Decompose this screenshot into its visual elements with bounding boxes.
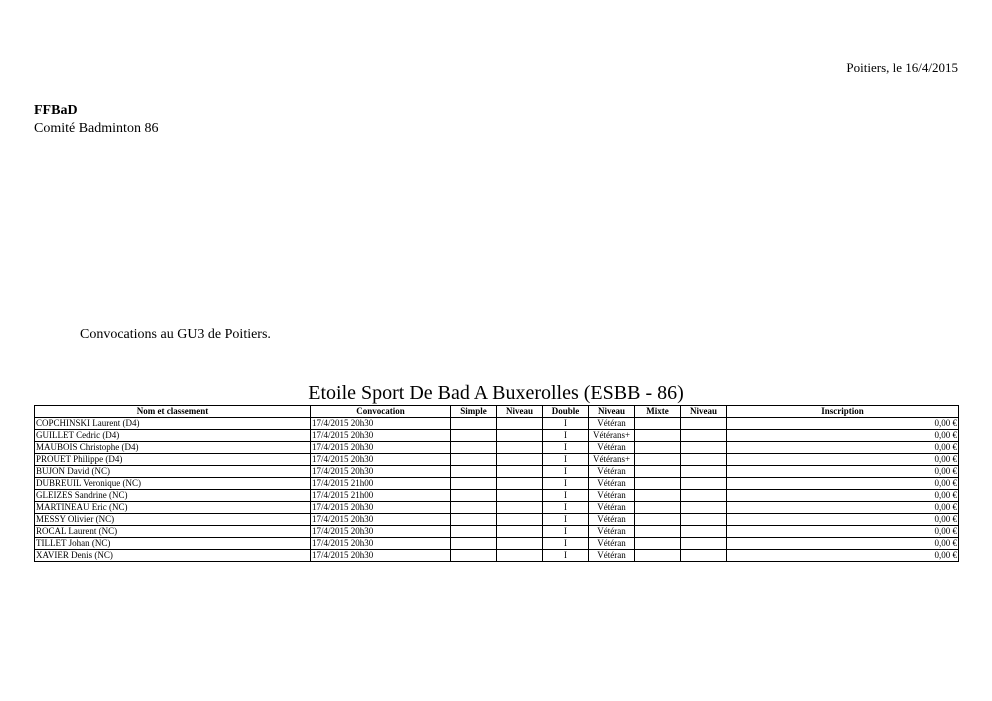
cell-simple	[451, 430, 497, 442]
cell-name: COPCHINSKI Laurent (D4)	[35, 418, 311, 430]
cell-inscription: 0,00 €	[727, 466, 959, 478]
cell-mixte-niveau	[681, 478, 727, 490]
cell-double-niveau: Vétéran	[589, 466, 635, 478]
cell-mixte	[635, 502, 681, 514]
header-mixte-niveau: Niveau	[681, 406, 727, 418]
cell-inscription: 0,00 €	[727, 430, 959, 442]
cell-simple-niveau	[497, 430, 543, 442]
cell-name: ROCAL Laurent (NC)	[35, 526, 311, 538]
cell-mixte	[635, 418, 681, 430]
cell-double: I	[543, 418, 589, 430]
table-row	[35, 526, 959, 538]
cell-mixte	[635, 478, 681, 490]
cell-simple-niveau	[497, 526, 543, 538]
cell-double: I	[543, 442, 589, 454]
header-simple-niveau: Niveau	[497, 406, 543, 418]
table-row	[35, 502, 959, 514]
convocation-table	[34, 405, 959, 562]
cell-double: I	[543, 550, 589, 562]
cell-mixte-niveau	[681, 526, 727, 538]
table-row	[35, 442, 959, 454]
header-convocation: Convocation	[311, 406, 451, 418]
cell-inscription: 0,00 €	[727, 550, 959, 562]
cell-name: DUBREUIL Veronique (NC)	[35, 478, 311, 490]
cell-simple	[451, 442, 497, 454]
cell-simple-niveau	[497, 478, 543, 490]
table-row	[35, 466, 959, 478]
cell-convocation: 17/4/2015 20h30	[311, 466, 451, 478]
cell-name: BUJON David (NC)	[35, 466, 311, 478]
cell-inscription: 0,00 €	[727, 526, 959, 538]
cell-simple	[451, 526, 497, 538]
cell-double-niveau: Vétéran	[589, 502, 635, 514]
cell-mixte	[635, 454, 681, 466]
cell-mixte-niveau	[681, 430, 727, 442]
cell-mixte-niveau	[681, 454, 727, 466]
cell-double: I	[543, 490, 589, 502]
cell-inscription: 0,00 €	[727, 478, 959, 490]
cell-mixte	[635, 466, 681, 478]
cell-mixte-niveau	[681, 514, 727, 526]
cell-double-niveau: Vétéran	[589, 490, 635, 502]
cell-inscription: 0,00 €	[727, 454, 959, 466]
org-name: FFBaD	[34, 103, 78, 118]
cell-mixte	[635, 442, 681, 454]
cell-double-niveau: Vétéran	[589, 538, 635, 550]
cell-mixte	[635, 538, 681, 550]
cell-mixte	[635, 490, 681, 502]
cell-simple-niveau	[497, 454, 543, 466]
cell-convocation: 17/4/2015 20h30	[311, 550, 451, 562]
table-body	[35, 418, 959, 562]
cell-convocation: 17/4/2015 21h00	[311, 478, 451, 490]
cell-double: I	[543, 502, 589, 514]
organization-block	[34, 102, 158, 138]
cell-double-niveau: Vétéran	[589, 514, 635, 526]
cell-simple	[451, 454, 497, 466]
table-row	[35, 514, 959, 526]
cell-convocation: 17/4/2015 20h30	[311, 442, 451, 454]
cell-name: MESSY Olivier (NC)	[35, 514, 311, 526]
cell-double: I	[543, 454, 589, 466]
cell-inscription: 0,00 €	[727, 538, 959, 550]
header-mixte: Mixte	[635, 406, 681, 418]
date-line: Poitiers, le 16/4/2015	[846, 60, 958, 75]
cell-name: MARTINEAU Eric (NC)	[35, 502, 311, 514]
cell-double: I	[543, 526, 589, 538]
cell-double-niveau: Vétéran	[589, 550, 635, 562]
cell-simple-niveau	[497, 514, 543, 526]
cell-double-niveau: Vétéran	[589, 526, 635, 538]
cell-double-niveau: Vétérans+	[589, 454, 635, 466]
cell-mixte	[635, 550, 681, 562]
cell-simple-niveau	[497, 538, 543, 550]
cell-double: I	[543, 478, 589, 490]
header-double-niveau: Niveau	[589, 406, 635, 418]
cell-convocation: 17/4/2015 20h30	[311, 430, 451, 442]
cell-simple-niveau	[497, 550, 543, 562]
cell-double-niveau: Vétérans+	[589, 430, 635, 442]
cell-simple	[451, 550, 497, 562]
cell-convocation: 17/4/2015 20h30	[311, 502, 451, 514]
cell-double: I	[543, 466, 589, 478]
cell-convocation: 17/4/2015 20h30	[311, 514, 451, 526]
cell-mixte-niveau	[681, 538, 727, 550]
cell-simple-niveau	[497, 502, 543, 514]
subject-line: Convocations au GU3 de Poitiers.	[80, 327, 271, 342]
table-row	[35, 418, 959, 430]
cell-simple	[451, 418, 497, 430]
cell-simple	[451, 466, 497, 478]
table-row	[35, 550, 959, 562]
org-subtitle: Comité Badminton 86	[34, 121, 159, 136]
table-header-row	[35, 406, 959, 418]
cell-name: XAVIER Denis (NC)	[35, 550, 311, 562]
table-row	[35, 430, 959, 442]
cell-mixte-niveau	[681, 466, 727, 478]
table-row	[35, 490, 959, 502]
cell-double: I	[543, 538, 589, 550]
cell-double: I	[543, 430, 589, 442]
cell-simple-niveau	[497, 418, 543, 430]
cell-mixte	[635, 526, 681, 538]
cell-convocation: 17/4/2015 20h30	[311, 526, 451, 538]
cell-inscription: 0,00 €	[727, 514, 959, 526]
cell-mixte-niveau	[681, 550, 727, 562]
header-double: Double	[543, 406, 589, 418]
cell-convocation: 17/4/2015 21h00	[311, 490, 451, 502]
cell-name: MAUBOIS Christophe (D4)	[35, 442, 311, 454]
cell-simple	[451, 478, 497, 490]
cell-name: PROUET Philippe (D4)	[35, 454, 311, 466]
table-row	[35, 454, 959, 466]
cell-mixte	[635, 430, 681, 442]
cell-mixte-niveau	[681, 442, 727, 454]
cell-double: I	[543, 514, 589, 526]
cell-inscription: 0,00 €	[727, 418, 959, 430]
cell-simple-niveau	[497, 490, 543, 502]
cell-double-niveau: Vétéran	[589, 478, 635, 490]
cell-simple	[451, 514, 497, 526]
cell-mixte-niveau	[681, 502, 727, 514]
cell-name: GLEIZES Sandrine (NC)	[35, 490, 311, 502]
cell-inscription: 0,00 €	[727, 442, 959, 454]
cell-double-niveau: Vétéran	[589, 442, 635, 454]
cell-name: GUILLET Cedric (D4)	[35, 430, 311, 442]
cell-simple	[451, 490, 497, 502]
club-title: Etoile Sport De Bad A Buxerolles (ESBB - 86)	[308, 382, 684, 404]
cell-convocation: 17/4/2015 20h30	[311, 454, 451, 466]
cell-mixte	[635, 514, 681, 526]
cell-inscription: 0,00 €	[727, 490, 959, 502]
cell-double-niveau: Vétéran	[589, 418, 635, 430]
cell-name: TILLET Johan (NC)	[35, 538, 311, 550]
header-simple: Simple	[451, 406, 497, 418]
cell-convocation: 17/4/2015 20h30	[311, 538, 451, 550]
table-row	[35, 538, 959, 550]
cell-convocation: 17/4/2015 20h30	[311, 418, 451, 430]
cell-inscription: 0,00 €	[727, 502, 959, 514]
cell-simple	[451, 538, 497, 550]
table-row	[35, 478, 959, 490]
cell-mixte-niveau	[681, 418, 727, 430]
cell-simple	[451, 502, 497, 514]
cell-simple-niveau	[497, 466, 543, 478]
cell-mixte-niveau	[681, 490, 727, 502]
header-name: Nom et classement	[35, 406, 311, 418]
header-inscription: Inscription	[727, 406, 959, 418]
cell-simple-niveau	[497, 442, 543, 454]
